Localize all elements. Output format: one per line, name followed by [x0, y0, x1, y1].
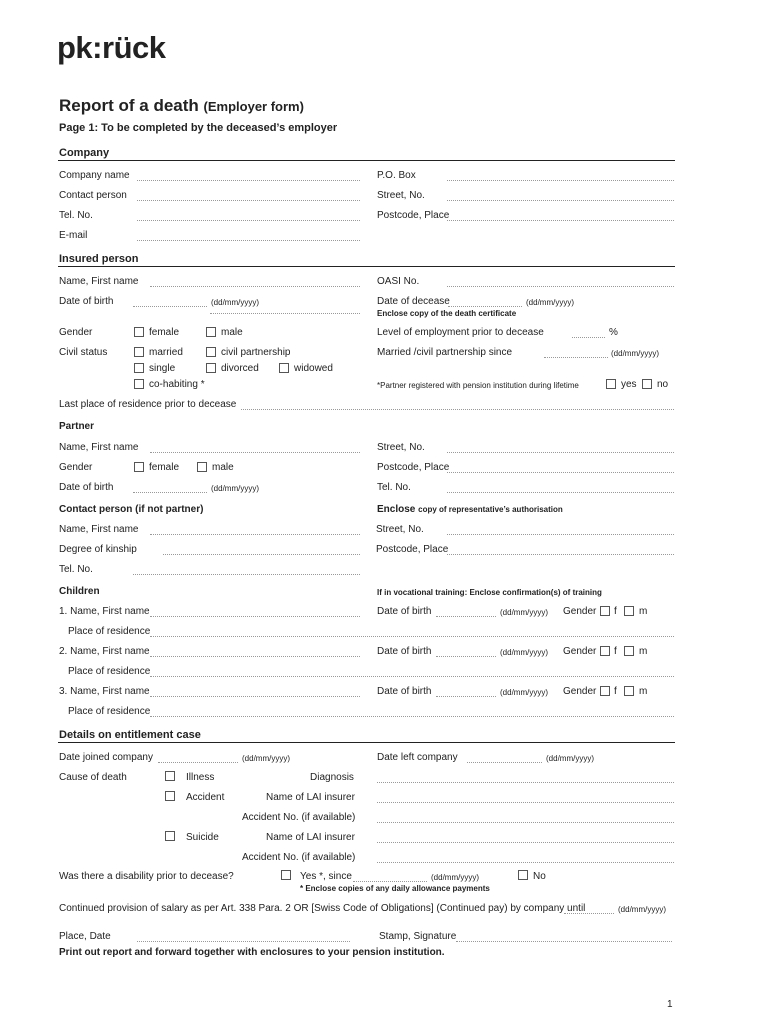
- label-male: male: [221, 327, 243, 338]
- label-lai-insurer: Name of LAI insurer: [266, 832, 355, 843]
- accident-lai-insurer-field[interactable]: [377, 802, 674, 803]
- label-married: married: [149, 347, 183, 358]
- child-2-name-field[interactable]: [150, 656, 360, 657]
- checkbox-disability-no[interactable]: [518, 870, 528, 880]
- last-residence-field[interactable]: [241, 409, 674, 410]
- employment-level-field[interactable]: [572, 337, 605, 338]
- insured-dob-field[interactable]: [133, 306, 207, 307]
- divider: [58, 160, 675, 161]
- suicide-lai-insurer-field[interactable]: [377, 842, 674, 843]
- label-accident-no: Accident No. (if available): [242, 812, 356, 823]
- po-box-field[interactable]: [447, 180, 674, 181]
- label-civil-partnership: civil partnership: [221, 347, 291, 358]
- enclose-authorisation: [377, 504, 563, 515]
- label-last-residence: Last place of residence prior to decease: [59, 399, 237, 410]
- married-since-field[interactable]: [544, 357, 608, 358]
- checkbox-partner-registered-no[interactable]: [642, 379, 652, 389]
- label-child-name: 2. Name, First name: [59, 646, 150, 657]
- label-stamp-signature: Stamp, Signature: [379, 931, 457, 942]
- label-cause-of-death: Cause of death: [59, 772, 127, 783]
- child-2-dob-field[interactable]: [436, 656, 496, 657]
- checkbox-cohabiting[interactable]: [134, 379, 144, 389]
- label-date-joined: Date joined company: [59, 752, 153, 763]
- child-3-name-field[interactable]: [150, 696, 360, 697]
- checkbox-child-3-m[interactable]: [624, 686, 634, 696]
- disability-since-field[interactable]: [353, 881, 427, 882]
- checkbox-widowed[interactable]: [279, 363, 289, 373]
- stamp-signature-field[interactable]: [456, 941, 672, 942]
- email-field[interactable]: [137, 240, 360, 241]
- label-yes: yes: [621, 379, 637, 390]
- child-1-dob-field[interactable]: [436, 616, 496, 617]
- label-child-residence: Place of residence: [68, 626, 151, 637]
- contact-street-field[interactable]: [447, 534, 674, 535]
- child-2-residence-field[interactable]: [150, 676, 674, 677]
- label-insured-name: Name, First name: [59, 276, 139, 287]
- date-format-hint: (dd/mm/yyyy): [611, 349, 659, 358]
- label-civil-status: Civil status: [59, 347, 108, 358]
- label-company-name: Company name: [59, 170, 130, 181]
- section-entitlement: Details on entitlement case: [59, 729, 201, 741]
- label-female: female: [149, 462, 180, 473]
- label-no: No: [533, 871, 546, 882]
- label-child-gender: Gender: [563, 606, 597, 617]
- label-accident-no: Accident No. (if available): [242, 852, 356, 863]
- label-employment-level: Level of employment prior to decease: [377, 327, 544, 338]
- label-place-date: Place, Date: [59, 931, 111, 942]
- label-contact-person: Contact person: [59, 190, 127, 201]
- checkbox-partner-male[interactable]: [197, 462, 207, 472]
- enclose-allowance-note: * Enclose copies of any daily allowance payments: [300, 884, 490, 893]
- label-f: f: [614, 606, 617, 617]
- label-m: m: [639, 606, 648, 617]
- divider: [210, 313, 360, 314]
- date-format-hint: (dd/mm/yyyy): [546, 754, 594, 763]
- label-partner-dob: Date of birth: [59, 482, 114, 493]
- accident-no-field[interactable]: [377, 822, 674, 823]
- enclose-word: Enclose: [377, 504, 416, 515]
- date-left-field[interactable]: [467, 762, 542, 763]
- checkbox-illness[interactable]: [165, 771, 175, 781]
- label-child-dob: Date of birth: [377, 646, 432, 657]
- checkbox-child-3-f[interactable]: [600, 686, 610, 696]
- label-diagnosis: Diagnosis: [310, 772, 354, 783]
- partner-name-field[interactable]: [150, 452, 360, 453]
- divider: [58, 266, 675, 267]
- label-widowed: widowed: [294, 363, 333, 374]
- label-lai-insurer: Name of LAI insurer: [266, 792, 355, 803]
- partner-dob-field[interactable]: [133, 492, 207, 493]
- label-partner-gender: Gender: [59, 462, 93, 473]
- label-child-gender: Gender: [563, 686, 597, 697]
- label-insured-dob: Date of birth: [59, 296, 114, 307]
- label-female: female: [149, 327, 180, 338]
- label-partner-postcode: Postcode, Place: [377, 462, 450, 473]
- label-child-gender: Gender: [563, 646, 597, 657]
- checkbox-child-2-m[interactable]: [624, 646, 634, 656]
- date-format-hint: (dd/mm/yyyy): [211, 484, 259, 493]
- partner-tel-field[interactable]: [447, 492, 674, 493]
- date-of-decease-field[interactable]: [448, 306, 522, 307]
- checkbox-divorced[interactable]: [206, 363, 216, 373]
- child-3-dob-field[interactable]: [436, 696, 496, 697]
- label-contact-street: Street, No.: [376, 524, 424, 535]
- date-joined-field[interactable]: [158, 762, 238, 763]
- label-email: E-mail: [59, 230, 88, 241]
- partner-street-field[interactable]: [447, 452, 674, 453]
- date-format-hint: (dd/mm/yyyy): [242, 754, 290, 763]
- company-tel-field[interactable]: [137, 220, 360, 221]
- checkbox-single[interactable]: [134, 363, 144, 373]
- contact-name-field[interactable]: [150, 534, 360, 535]
- date-format-hint: (dd/mm/yyyy): [211, 298, 259, 307]
- label-m: m: [639, 686, 648, 697]
- label-illness: Illness: [186, 772, 215, 783]
- percent-sign: %: [609, 327, 618, 338]
- label-kinship: Degree of kinship: [59, 544, 137, 555]
- checkbox-partner-registered-yes[interactable]: [606, 379, 616, 389]
- label-tel: Tel. No.: [59, 210, 93, 221]
- partner-registered-note: *Partner registered with pension institution during lifetime: [377, 381, 579, 390]
- label-accident: Accident: [186, 792, 225, 803]
- label-contact-postcode: Postcode, Place: [376, 544, 449, 555]
- date-format-hint: (dd/mm/yyyy): [500, 688, 548, 697]
- child-3-residence-field[interactable]: [150, 716, 674, 717]
- checkbox-child-2-f[interactable]: [600, 646, 610, 656]
- label-partner-tel: Tel. No.: [377, 482, 411, 493]
- contact-person-field[interactable]: [137, 200, 360, 201]
- label-child-name: 1. Name, First name: [59, 606, 150, 617]
- label-partner-name: Name, First name: [59, 442, 139, 453]
- label-single: single: [149, 363, 176, 374]
- label-suicide: Suicide: [186, 832, 219, 843]
- form-title: [59, 96, 304, 116]
- checkbox-partner-female[interactable]: [134, 462, 144, 472]
- divider: [58, 742, 675, 743]
- label-divorced: divorced: [221, 363, 259, 374]
- contact-postcode-field[interactable]: [447, 554, 674, 555]
- checkbox-accident[interactable]: [165, 791, 175, 801]
- page-note: Page 1: To be completed by the deceased’s employer: [59, 122, 338, 134]
- label-child-residence: Place of residence: [68, 706, 151, 717]
- suicide-accident-no-field[interactable]: [377, 862, 674, 863]
- section-insured-person: Insured person: [59, 253, 139, 265]
- place-date-field[interactable]: [137, 941, 350, 942]
- label-salary-provision: Continued provision of salary as per Art. 338 Para. 2 OR [Swiss Code of Obligations] (Continued pay) by company until: [59, 903, 586, 914]
- label-contact-name: Name, First name: [59, 524, 139, 535]
- checkbox-suicide[interactable]: [165, 831, 175, 841]
- contact-tel-field[interactable]: [133, 574, 360, 575]
- enclose-death-certificate: Enclose copy of the death certificate: [377, 309, 517, 318]
- company-postcode-field[interactable]: [447, 220, 674, 221]
- child-1-residence-field[interactable]: [150, 636, 674, 637]
- date-format-hint: (dd/mm/yyyy): [618, 905, 666, 914]
- section-contact-person: Contact person (if not partner): [59, 504, 204, 515]
- label-child-dob: Date of birth: [377, 686, 432, 697]
- date-format-hint: (dd/mm/yyyy): [500, 608, 548, 617]
- label-no: no: [657, 379, 669, 390]
- logo: pk:rück: [57, 30, 166, 65]
- section-partner: Partner: [59, 421, 95, 432]
- checkbox-female[interactable]: [134, 327, 144, 337]
- title-main: Report of a death: [59, 96, 199, 115]
- date-format-hint: (dd/mm/yyyy): [526, 298, 574, 307]
- date-format-hint: (dd/mm/yyyy): [431, 873, 479, 882]
- date-format-hint: (dd/mm/yyyy): [500, 648, 548, 657]
- label-married-since: Married /civil partnership since: [377, 347, 513, 358]
- section-company: Company: [59, 147, 110, 159]
- label-po-box: P.O. Box: [377, 170, 416, 181]
- label-postcode: Postcode, Place: [377, 210, 450, 221]
- salary-until-field[interactable]: [564, 913, 614, 914]
- label-disability-question: Was there a disability prior to decease?: [59, 871, 234, 882]
- company-name-field[interactable]: [137, 180, 360, 181]
- insured-name-field[interactable]: [150, 286, 360, 287]
- label-m: m: [639, 646, 648, 657]
- label-insured-gender: Gender: [59, 327, 93, 338]
- oasi-field[interactable]: [447, 286, 674, 287]
- label-child-name: 3. Name, First name: [59, 686, 150, 697]
- checkbox-child-1-f[interactable]: [600, 606, 610, 616]
- label-male: male: [212, 462, 234, 473]
- checkbox-disability-yes[interactable]: [281, 870, 291, 880]
- checkbox-child-1-m[interactable]: [624, 606, 634, 616]
- partner-postcode-field[interactable]: [447, 472, 674, 473]
- enclose-authorisation-text: copy of representative’s authorisation: [418, 505, 563, 514]
- vocational-training-note: If in vocational training: Enclose confirmation(s) of training: [377, 588, 602, 597]
- label-yes-since: Yes *, since: [300, 871, 352, 882]
- label-cohabiting: co-habiting *: [149, 379, 205, 390]
- label-date-left: Date left company: [377, 752, 458, 763]
- company-street-field[interactable]: [447, 200, 674, 201]
- label-f: f: [614, 646, 617, 657]
- kinship-field[interactable]: [163, 554, 360, 555]
- section-children: Children: [59, 586, 100, 597]
- checkbox-male[interactable]: [206, 327, 216, 337]
- diagnosis-field[interactable]: [377, 782, 674, 783]
- label-partner-street: Street, No.: [377, 442, 425, 453]
- label-contact-tel: Tel. No.: [59, 564, 93, 575]
- label-date-of-decease: Date of decease: [377, 296, 450, 307]
- print-note: Print out report and forward together with enclosures to your pension institution.: [59, 947, 445, 958]
- label-f: f: [614, 686, 617, 697]
- title-sub: (Employer form): [203, 99, 304, 114]
- label-child-residence: Place of residence: [68, 666, 151, 677]
- page-number: 1: [667, 999, 673, 1010]
- checkbox-married[interactable]: [134, 347, 144, 357]
- label-child-dob: Date of birth: [377, 606, 432, 617]
- label-street: Street, No.: [377, 190, 425, 201]
- child-1-name-field[interactable]: [150, 616, 360, 617]
- label-oasi: OASI No.: [377, 276, 420, 287]
- checkbox-civil-partnership[interactable]: [206, 347, 216, 357]
